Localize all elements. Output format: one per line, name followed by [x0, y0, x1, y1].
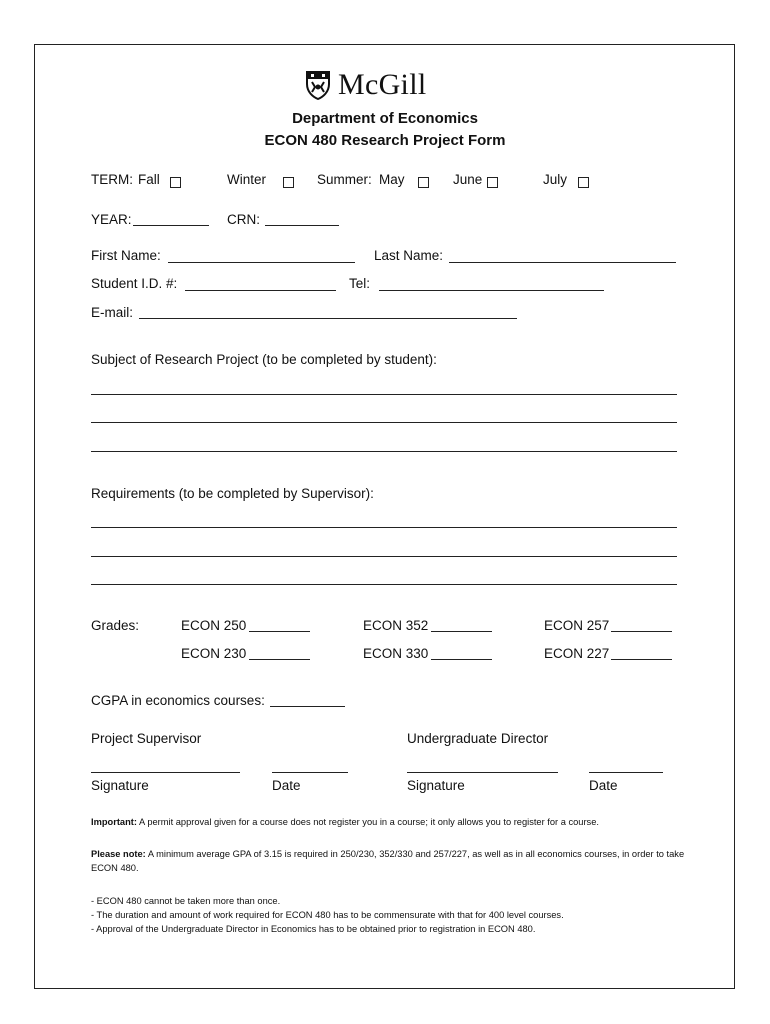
supervisor-date-line[interactable] [272, 772, 348, 773]
tel-field[interactable] [379, 290, 604, 291]
grade-course-label: ECON 227 [544, 646, 610, 661]
grade-course-label: ECON 257 [544, 618, 610, 633]
term-may-label: May [379, 172, 405, 187]
condition-item: - Approval of the Undergraduate Director in Economics has to be obtained prior to registration in ECON 480. [91, 924, 536, 934]
july-checkbox[interactable] [578, 177, 589, 188]
term-july-label: July [543, 172, 568, 187]
term-summer-label: Summer: [317, 172, 372, 187]
please-note-text: A minimum average GPA of 3.15 is required in 250/230, 352/330 and 257/227, as well as in all economics courses, in order to take ECON 480. [91, 849, 685, 873]
tel-label: Tel: [349, 276, 371, 291]
grade-field[interactable] [249, 631, 310, 632]
important-text: A permit approval given for a course does not register you in a course; it only allows you to register for a course. [139, 817, 599, 827]
subject-label: Subject of Research Project (to be completed by student): [91, 352, 437, 367]
department-title: Department of Economics [292, 110, 478, 127]
year-field[interactable] [133, 225, 209, 226]
logo-text: McGill [338, 68, 427, 101]
crn-label: CRN: [227, 212, 260, 227]
june-checkbox[interactable] [487, 177, 498, 188]
cgpa-field[interactable] [270, 706, 345, 707]
term-fall-label: Fall [138, 172, 160, 187]
important-note [91, 815, 686, 829]
important-label: Important: [91, 817, 137, 827]
year-label: YEAR: [91, 212, 132, 227]
mcgill-logo [305, 68, 426, 102]
student-id-label: Student I.D. #: [91, 276, 178, 291]
grades-label: Grades: [91, 618, 140, 633]
term-label: TERM: [91, 172, 133, 187]
may-checkbox[interactable] [418, 177, 429, 188]
subject-line-3[interactable] [91, 451, 677, 452]
last-name-field[interactable] [449, 262, 676, 263]
grade-course-label: ECON 250 [181, 618, 247, 633]
grade-course-label: ECON 330 [363, 646, 429, 661]
subject-line-1[interactable] [91, 394, 677, 395]
form-title: ECON 480 Research Project Form [264, 132, 506, 149]
requirements-line-1[interactable] [91, 527, 677, 528]
supervisor-signature-line[interactable] [91, 772, 240, 773]
please-note-label: Please note: [91, 849, 146, 859]
fall-checkbox[interactable] [170, 177, 181, 188]
crn-field[interactable] [265, 225, 339, 226]
grade-field[interactable] [249, 659, 310, 660]
project-supervisor-label: Project Supervisor [91, 731, 202, 746]
director-signature-line[interactable] [407, 772, 558, 773]
grade-field[interactable] [611, 659, 672, 660]
grade-course-label: ECON 352 [363, 618, 429, 633]
supervisor-signature-label: Signature [91, 778, 149, 793]
crest-icon [305, 70, 331, 100]
cgpa-label: CGPA in economics courses: [91, 693, 265, 708]
winter-checkbox[interactable] [283, 177, 294, 188]
condition-item: - The duration and amount of work required for ECON 480 has to be commensurate with that for 400 level courses. [91, 910, 564, 920]
requirements-label: Requirements (to be completed by Supervisor): [91, 486, 374, 501]
requirements-line-3[interactable] [91, 584, 677, 585]
student-id-field[interactable] [185, 290, 336, 291]
term-june-label: June [453, 172, 483, 187]
term-winter-label: Winter [227, 172, 267, 187]
supervisor-date-label: Date [272, 778, 301, 793]
condition-item: - ECON 480 cannot be taken more than once. [91, 896, 281, 906]
email-field[interactable] [139, 318, 517, 319]
email-label: E-mail: [91, 305, 134, 320]
undergraduate-director-label: Undergraduate Director [407, 731, 549, 746]
director-date-line[interactable] [589, 772, 663, 773]
grade-field[interactable] [431, 631, 492, 632]
first-name-label: First Name: [91, 248, 161, 263]
subject-line-2[interactable] [91, 422, 677, 423]
requirements-line-2[interactable] [91, 556, 677, 557]
conditions-list [91, 894, 686, 936]
first-name-field[interactable] [168, 262, 355, 263]
grade-field[interactable] [431, 659, 492, 660]
director-signature-label: Signature [407, 778, 465, 793]
last-name-label: Last Name: [374, 248, 444, 263]
please-note [91, 847, 686, 875]
grade-course-label: ECON 230 [181, 646, 247, 661]
grade-field[interactable] [611, 631, 672, 632]
director-date-label: Date [589, 778, 618, 793]
